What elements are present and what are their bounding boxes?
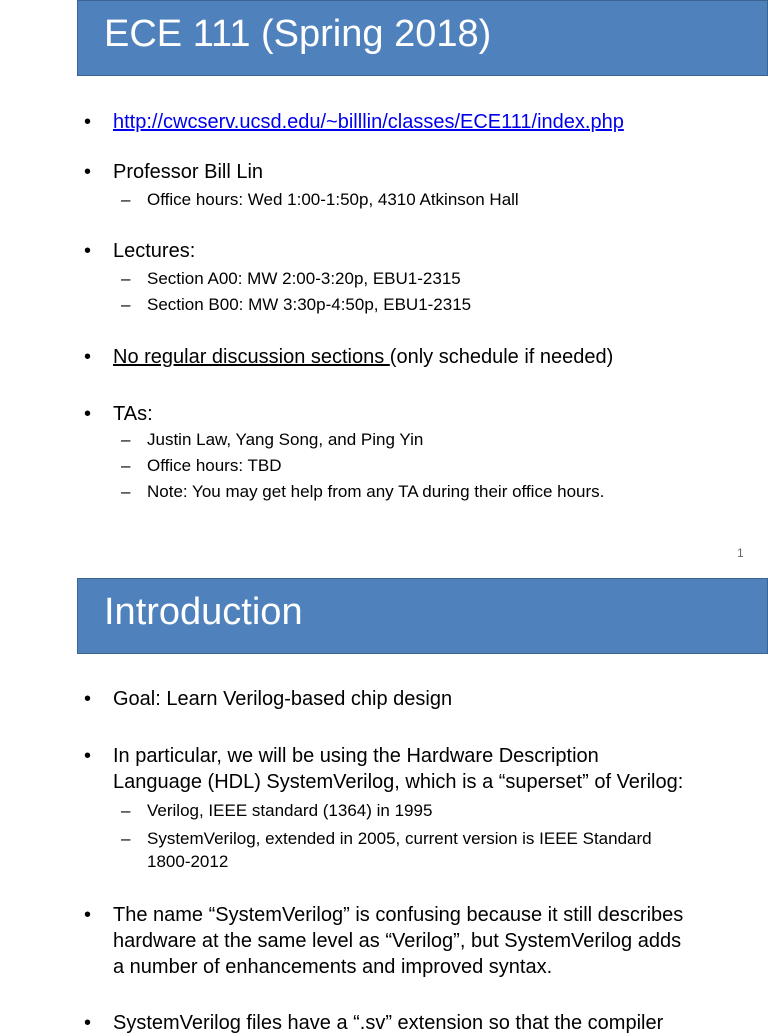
dash-icon: – [121,295,131,314]
slide-title: Introduction [104,591,303,633]
name-text-line-1: The name “SystemVerilog” is confusing because it still describes [113,904,684,926]
bullet-icon: • [84,745,92,767]
dash-icon: – [121,829,131,848]
course-link[interactable]: http://cwcserv.ucsd.edu/~billlin/classes/ECE111/index.php [113,111,624,133]
bullet-icon: • [84,240,92,262]
particular-text-line-2: Language (HDL) SystemVerilog, which is a “superset” of Verilog: [113,771,684,793]
slide-2 [0,576,768,1034]
ta-hours-text: Office hours: TBD [147,456,282,475]
bullet-icon: • [84,403,92,425]
discussion-text [113,345,613,370]
dash-icon: – [121,801,131,820]
ta-names-text: Justin Law, Yang Song, and Ping Yin [147,430,424,449]
name-text-line-3: a number of enhancements and improved syntax. [113,956,553,978]
ta-note-text: Note: You may get help from any TA during their office hours. [147,482,605,501]
goal-text: Goal: Learn Verilog-based chip design [113,688,453,710]
slide-title-bar [77,0,768,76]
slide-title: ECE 111 (Spring 2018) [104,13,492,55]
particular-text-line-1: In particular, we will be using the Hardware Description [113,745,599,767]
section-a-text: Section A00: MW 2:00-3:20p, EBU1-2315 [147,269,461,288]
office-hours-text: Office hours: Wed 1:00-1:50p, 4310 Atkinson Hall [147,190,519,209]
discussion-rest: (only schedule if needed) [389,346,614,368]
verilog-text: Verilog, IEEE standard (1364) in 1995 [147,801,433,820]
bullet-icon: • [84,1012,92,1034]
discussion-underlined: No regular discussion sections [113,346,390,368]
page-number: 1 [737,546,744,560]
bullet-icon: • [84,161,92,183]
bullet-icon: • [84,904,92,926]
systemverilog-text-line-1: SystemVerilog, extended in 2005, current version is IEEE Standard [147,829,652,848]
dash-icon: – [121,430,131,449]
lectures-text: Lectures: [113,240,196,262]
systemverilog-text-line-2: 1800-2012 [147,852,229,871]
dash-icon: – [121,482,131,501]
dash-icon: – [121,456,131,475]
bullet-icon: • [84,111,92,133]
files-text-line-1: SystemVerilog files have a “.sv” extension so that the compiler [113,1012,664,1034]
tas-text: TAs: [113,403,153,425]
slide-title-bar [77,578,768,654]
bullet-icon: • [84,688,92,710]
professor-text: Professor Bill Lin [113,161,264,183]
bullet-icon: • [84,346,92,368]
name-text-line-2: hardware at the same level as “Verilog”, but SystemVerilog adds [113,930,682,952]
dash-icon: – [121,269,131,288]
dash-icon: – [121,190,131,209]
section-b-text: Section B00: MW 3:30p-4:50p, EBU1-2315 [147,295,472,314]
